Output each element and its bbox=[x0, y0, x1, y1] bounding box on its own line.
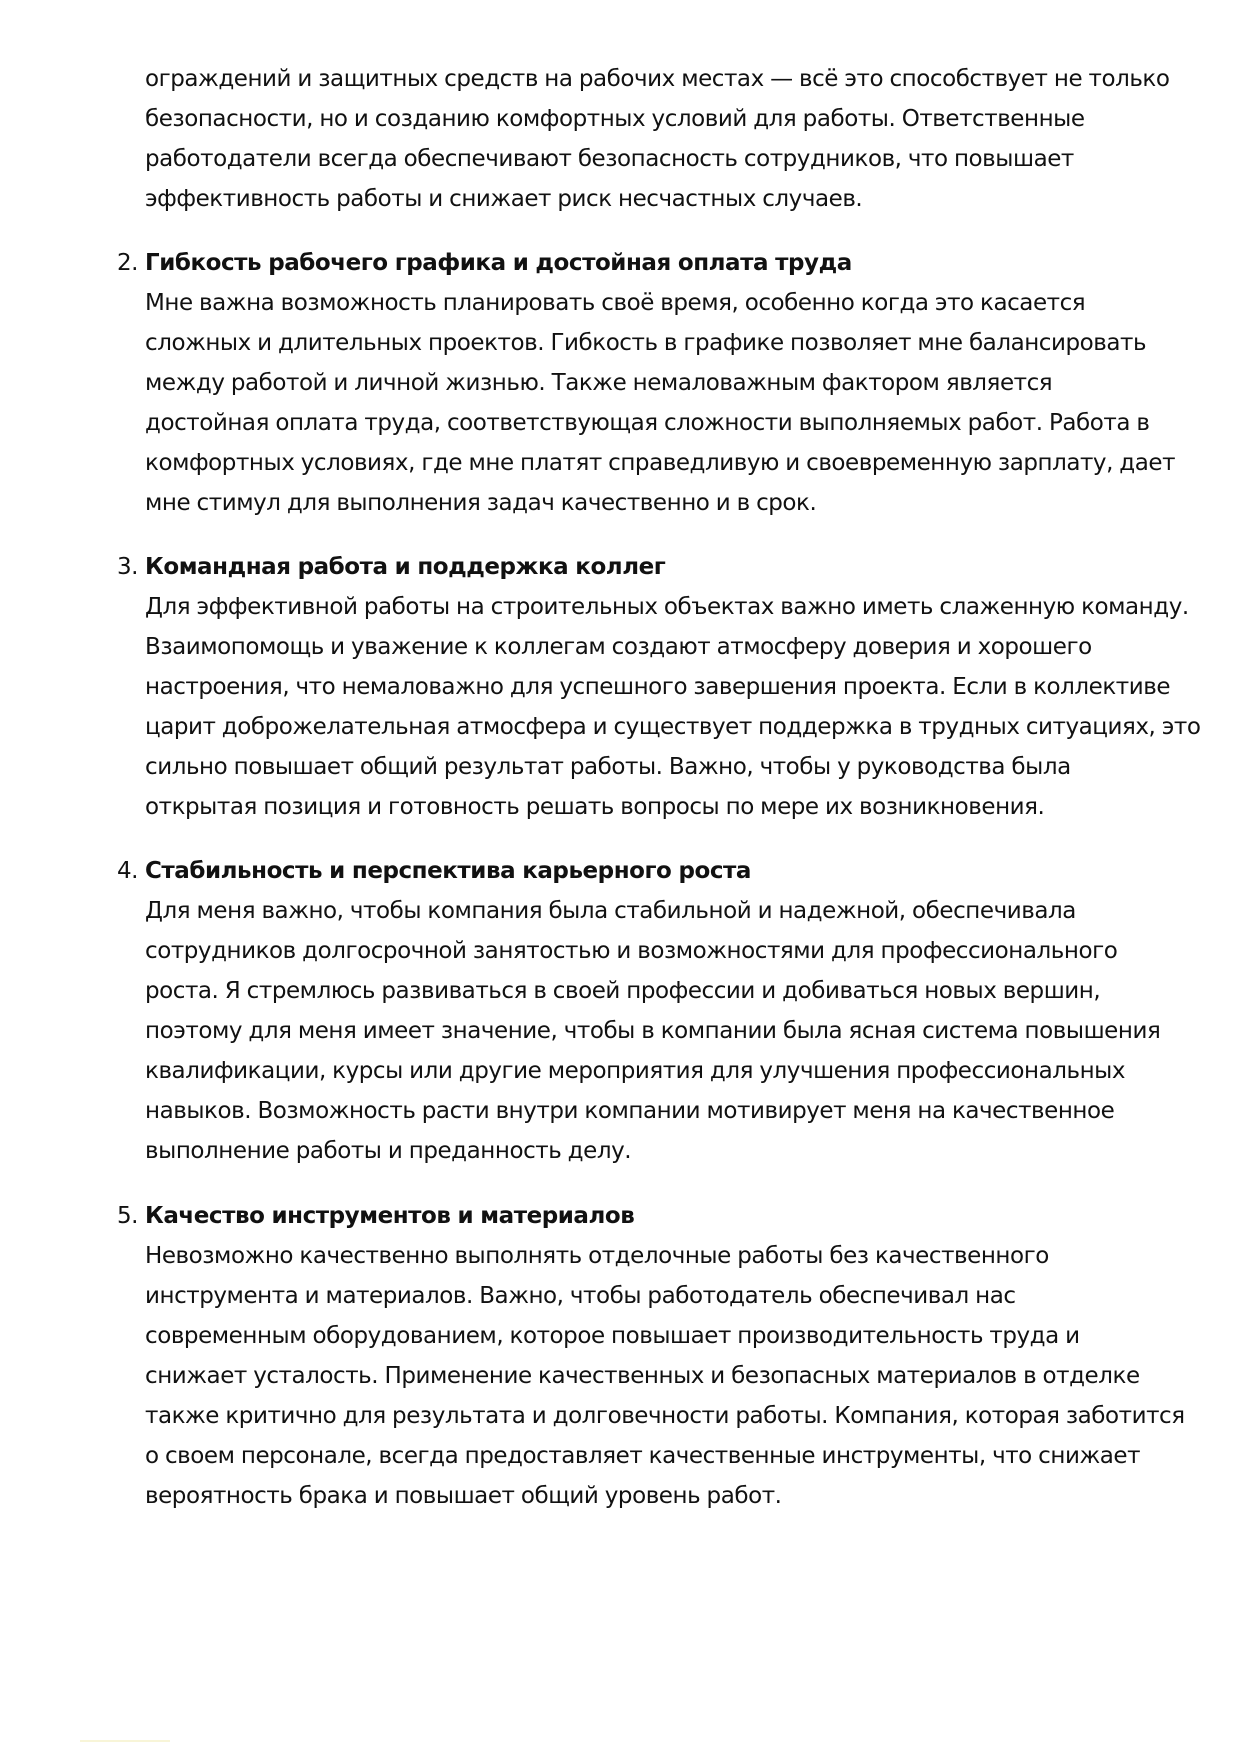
intro-paragraph bbox=[145, 59, 1170, 219]
list-item-heading: Качество инструментов и материалов bbox=[145, 1203, 635, 1229]
paragraph-line: открытая позиция и готовность решать вопросы по мере их возникновения. bbox=[145, 794, 1045, 820]
paragraph-line: вероятность брака и повышает общий уровень работ. bbox=[145, 1483, 782, 1509]
list-item-heading: Стабильность и перспектива карьерного роста bbox=[145, 858, 751, 884]
paragraph-line: безопасности, но и созданию комфортных условий для работы. Ответственные bbox=[145, 106, 1085, 132]
paragraph-line: поэтому для меня имеет значение, чтобы в компании была ясная система повышения bbox=[145, 1018, 1161, 1044]
paragraph-line: Невозможно качественно выполнять отделочные работы без качественного bbox=[145, 1243, 1049, 1269]
paragraph-line: Взаимопомощь и уважение к коллегам создают атмосферу доверия и хорошего bbox=[145, 634, 1092, 660]
paragraph-line: между работой и личной жизнью. Также немаловажным фактором является bbox=[145, 370, 1053, 396]
paragraph-line: навыков. Возможность расти внутри компании мотивирует меня на качественное bbox=[145, 1098, 1115, 1124]
paragraph-line: достойная оплата труда, соответствующая сложности выполняемых работ. Работа в bbox=[145, 410, 1150, 436]
paragraph-line: мне стимул для выполнения задач качественно и в срок. bbox=[145, 490, 817, 516]
page-footer-mark bbox=[80, 1740, 170, 1742]
paragraph-line: работодатели всегда обеспечивают безопасность сотрудников, что повышает bbox=[145, 146, 1074, 172]
paragraph-line: современным оборудованием, которое повышает производительность труда и bbox=[145, 1323, 1080, 1349]
list-item-number: 3. bbox=[117, 554, 139, 580]
paragraph-line: выполнение работы и преданность делу. bbox=[145, 1138, 632, 1164]
paragraph-line: настроения, что немаловажно для успешного завершения проекта. Если в коллективе bbox=[145, 674, 1171, 700]
paragraph-line: сильно повышает общий результат работы. Важно, чтобы у руководства была bbox=[145, 754, 1071, 780]
paragraph-line: Для эффективной работы на строительных объектах важно иметь слаженную команду. bbox=[145, 594, 1189, 620]
list-item-heading: Командная работа и поддержка коллег bbox=[145, 554, 666, 580]
list-item-number: 5. bbox=[117, 1203, 139, 1229]
list-item-number: 2. bbox=[117, 250, 139, 276]
paragraph-line: квалификации, курсы или другие мероприятия для улучшения профессиональных bbox=[145, 1058, 1126, 1084]
paragraph-line: о своем персонале, всегда предоставляет качественные инструменты, что снижает bbox=[145, 1443, 1141, 1469]
paragraph-line: снижает усталость. Применение качественных и безопасных материалов в отделке bbox=[145, 1363, 1140, 1389]
list-item-body bbox=[145, 1196, 1185, 1516]
list-item-heading: Гибкость рабочего графика и достойная оплата труда bbox=[145, 250, 852, 276]
paragraph-line: сложных и длительных проектов. Гибкость в графике позволяет мне балансировать bbox=[145, 330, 1147, 356]
paragraph-line: царит доброжелательная атмосфера и существует поддержка в трудных ситуациях, это bbox=[145, 714, 1201, 740]
paragraph-line: ограждений и защитных средств на рабочих местах — всё это способствует не только bbox=[145, 66, 1170, 92]
list-item-body bbox=[145, 547, 1201, 827]
paragraph-line: эффективность работы и снижает риск несчастных случаев. bbox=[145, 186, 863, 212]
paragraph-line: комфортных условиях, где мне платят справедливую и своевременную зарплату, дает bbox=[145, 450, 1176, 476]
list-item-body bbox=[145, 851, 1161, 1171]
paragraph-line: сотрудников долгосрочной занятостью и возможностями для профессионального bbox=[145, 938, 1118, 964]
paragraph-line: также критично для результата и долговечности работы. Компания, которая заботится bbox=[145, 1403, 1185, 1429]
paragraph-line: роста. Я стремлюсь развиваться в своей профессии и добиваться новых вершин, bbox=[145, 978, 1101, 1004]
paragraph-line: инструмента и материалов. Важно, чтобы работодатель обеспечивал нас bbox=[145, 1283, 1016, 1309]
paragraph-line: Для меня важно, чтобы компания была стабильной и надежной, обеспечивала bbox=[145, 898, 1076, 924]
list-item-body bbox=[145, 243, 1176, 523]
list-item-number: 4. bbox=[117, 858, 139, 884]
paragraph-line: Мне важна возможность планировать своё время, особенно когда это касается bbox=[145, 290, 1086, 316]
